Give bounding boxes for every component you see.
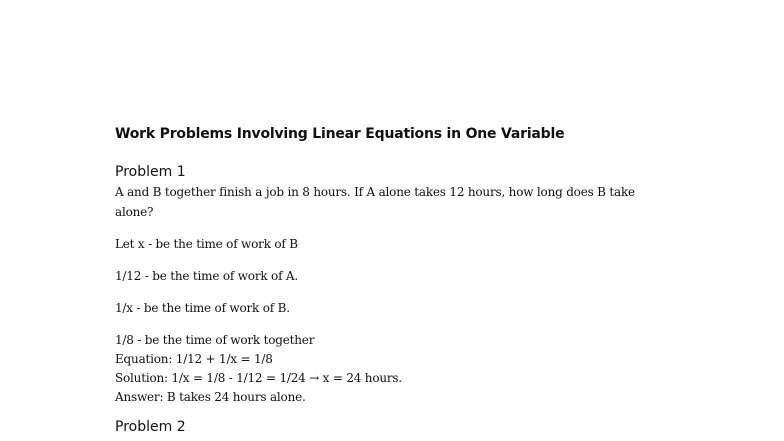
problem-1-heading: Problem 1 [115, 164, 186, 180]
document-title: Work Problems Involving Linear Equations in One Variable [115, 126, 565, 142]
solution-line: Solution: 1/x = 1/8 - 1/12 = 1/24 → x = 24 hours. [115, 371, 402, 385]
time-a-line: 1/12 - be the time of work of A. [115, 269, 299, 283]
problem-1-question: A and B together finish a job in 8 hours. If A alone takes 12 hours, how long does B take alone? [115, 185, 635, 219]
document-content [115, 124, 675, 437]
let-x-line: Let x - be the time of work of B [115, 237, 298, 251]
answer-line: Answer: B takes 24 hours alone. [115, 390, 306, 404]
time-b-line: 1/x - be the time of work of B. [115, 301, 290, 315]
problem-2-heading: Problem 2 [115, 419, 186, 435]
time-together-line: 1/8 - be the time of work together [115, 333, 315, 347]
equation-line: Equation: 1/12 + 1/x = 1/8 [115, 352, 273, 366]
